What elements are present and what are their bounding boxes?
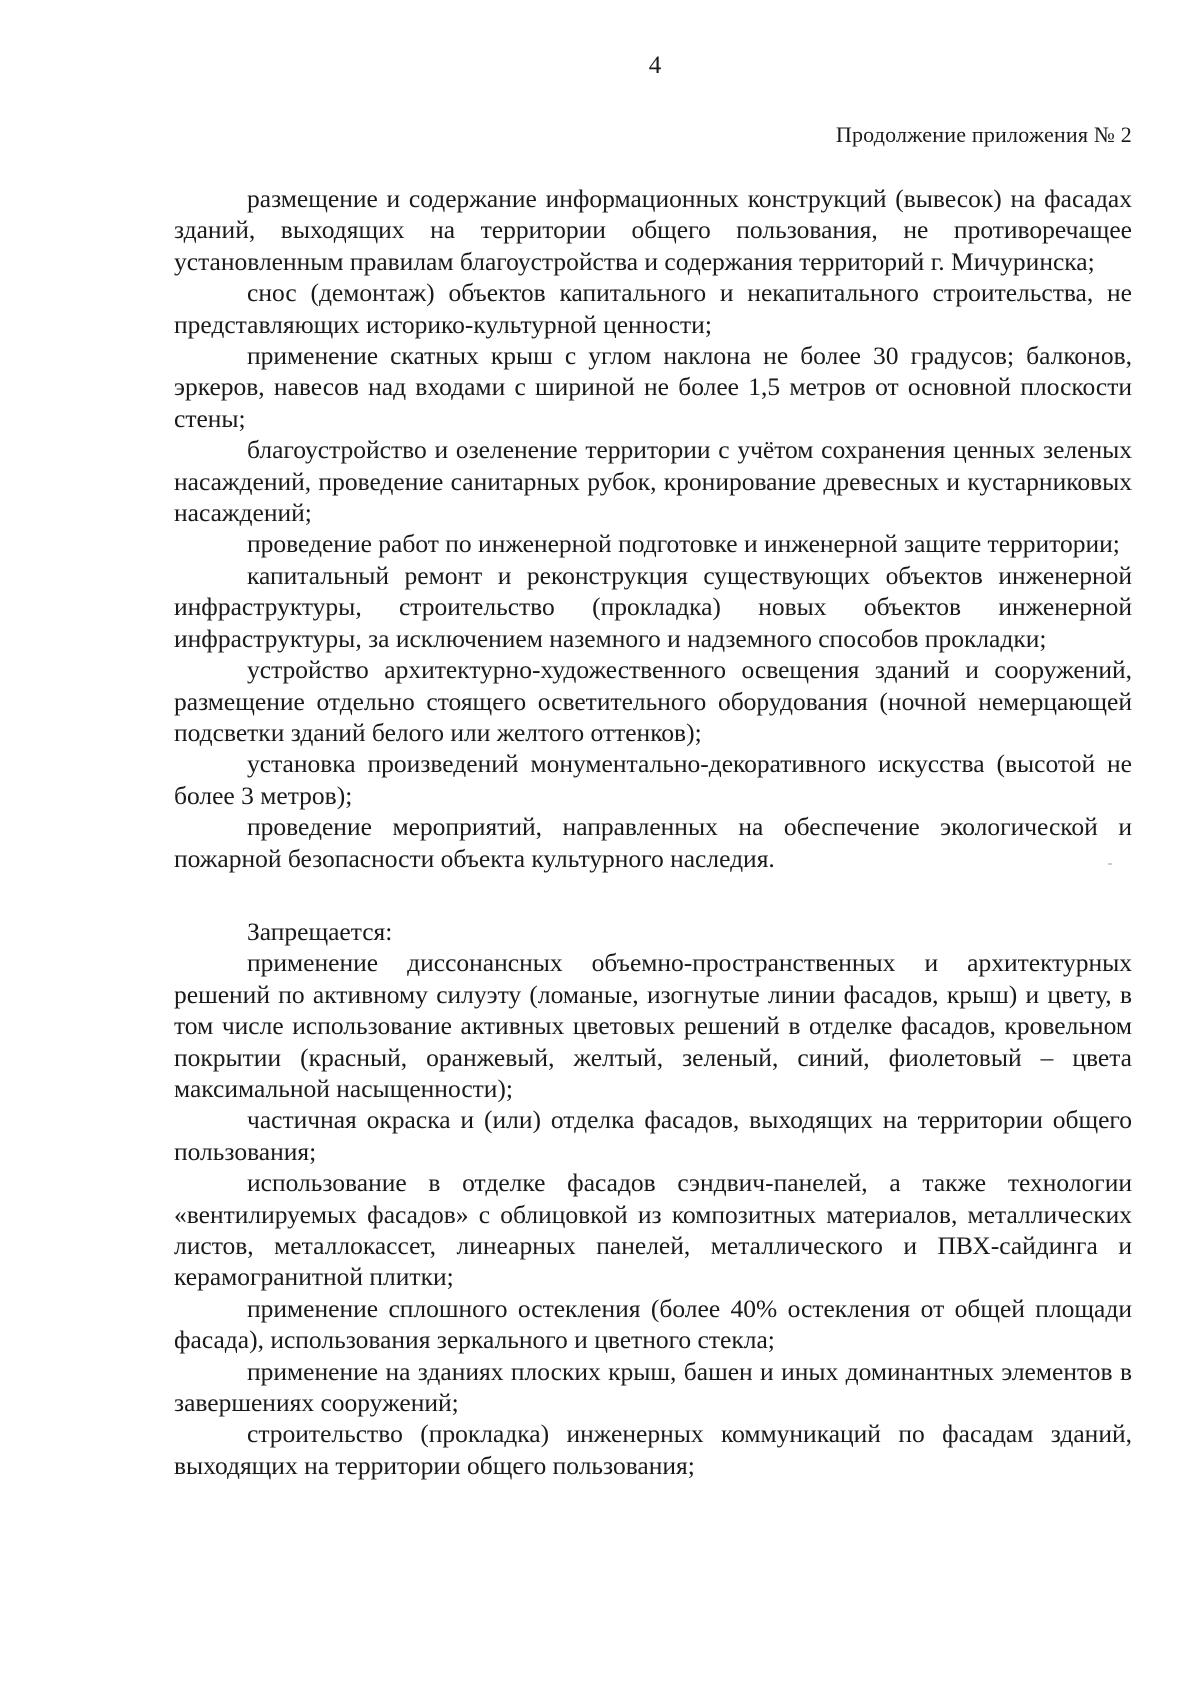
prohibited-item: применение диссонансных объемно-пространственных и архитектурных решений по активному силуэту (ломаные, изогнутые линии фасадов, крыш) и цвету, в том числе использование активных цветовых решений в отделке фасадов, кровельном покрытии (красный, оранжевый, желтый, зеленый, синий, фиолетовый – цвета максимальной насыщенности); [174, 948, 1132, 1103]
page-number: 4 [648, 52, 662, 79]
permitted-item: проведение работ по инженерной подготовке и инженерной защите территории; [247, 529, 1120, 559]
permitted-item: установка произведений монументально-декоративного искусства (высотой не более 3 метров); [174, 749, 1132, 810]
prohibited-item: частичная окраска и (или) отделка фасадов, выходящих на территории общего пользования; [174, 1105, 1132, 1166]
prohibited-item: использование в отделке фасадов сэндвич-панелей, а также технологии «вентилируемых фасадов» с облицовкой из композитных материалов, металлических листов, металлокассет, линеарных панелей, металлического и ПВХ-сайдинга и керамогранитной плитки; [174, 1168, 1132, 1292]
prohibited-item: строительство (прокладка) инженерных коммуникаций по фасадам зданий, выходящих на территории общего пользования; [174, 1419, 1132, 1480]
prohibited-item: применение на зданиях плоских крыш, башен и иных доминантных элементов в завершениях сооружений; [174, 1356, 1132, 1418]
permitted-item: применение скатных крыш с углом наклона не более 30 градусов; балконов, эркеров, навесов над входами с шириной не более 1,5 метров от основной плоскости стены; [174, 341, 1132, 433]
document-body [174, 183, 1132, 1481]
permitted-item: проведение мероприятий, направленных на обеспечение экологической и пожарной безопасности объекта культурного наследия. [174, 812, 1132, 873]
continuation-label: Продолжение приложения № 2 [835, 122, 1132, 147]
permitted-item: капитальный ремонт и реконструкция существующих объектов инженерной инфраструктуры, строительство (прокладка) новых объектов инженерной инфраструктуры, за исключением наземного и надземного способов прокладки; [174, 560, 1132, 653]
prohibited-item: применение сплошного остекления (более 40% остекления от общей площади фасада), использования зеркального и цветного стекла; [174, 1293, 1132, 1355]
prohibited-heading: Запрещается: [247, 916, 393, 946]
permitted-item: устройство архитектурно-художественного освещения зданий и сооружений, размещение отдельно стоящего осветительного оборудования (ночной немерцающей подсветки зданий белого или желтого оттенков); [174, 655, 1132, 747]
permitted-item: размещение и содержание информационных конструкций (вывесок) на фасадах зданий, выходящих на территории общего пользования, не противоречащее установленным правилам благоустройства и содержания территорий г. Мичуринска; [174, 184, 1132, 276]
permitted-item: благоустройство и озеленение территории с учётом сохранения ценных зеленых насаждений, проведение санитарных рубок, кронирование древесных и кустарниковых насаждений; [174, 435, 1132, 528]
permitted-item: снос (демонтаж) объектов капитального и некапитального строительства, не представляющих историко-культурной ценности; [174, 278, 1132, 339]
scan-speck [1108, 863, 1112, 865]
